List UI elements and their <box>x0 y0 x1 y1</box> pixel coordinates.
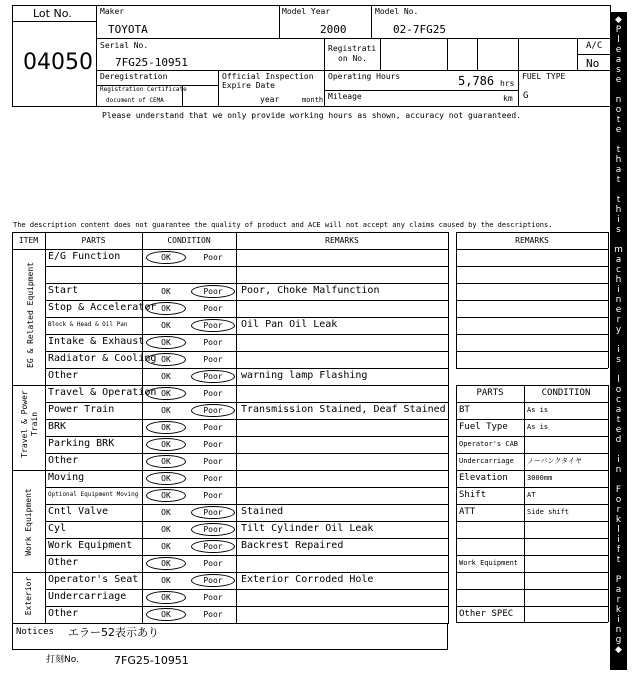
side-note-char: e <box>615 75 622 85</box>
side-note-char: a <box>615 55 622 65</box>
model-no-label: Model No. <box>375 7 419 16</box>
month-label: month <box>302 96 324 104</box>
poor-option[interactable]: Poor <box>203 508 223 517</box>
side-note-char: t <box>616 195 621 205</box>
table-row <box>45 453 448 470</box>
poor-option[interactable]: Poor <box>203 321 223 330</box>
poor-selected-circle <box>191 285 235 298</box>
group-label-eg: EG & Related Equipment <box>26 262 35 368</box>
side-note-char: o <box>615 105 622 115</box>
registration-label-2: on No. <box>338 54 367 63</box>
maker-label: Maker <box>100 7 125 16</box>
stamp-value: 7FG25-10951 <box>114 654 189 667</box>
ok-option[interactable]: OK <box>161 304 171 313</box>
side-note-char: t <box>616 555 621 565</box>
side-note-bar <box>610 12 627 670</box>
year-label: year <box>260 95 280 104</box>
ok-selected-circle <box>146 608 186 621</box>
ok-option[interactable]: OK <box>161 508 171 517</box>
spec-part: Work Equipment <box>459 559 519 567</box>
side-note-char: n <box>615 95 622 105</box>
side-note-char: e <box>615 125 622 135</box>
operating-hours-value: 5,786 <box>458 74 495 88</box>
table-row <box>45 419 448 436</box>
ok-option[interactable]: OK <box>161 525 171 534</box>
part-name: Radiator & Cooling <box>48 353 157 364</box>
ok-selected-circle <box>146 557 186 570</box>
registration-label-1: Registrati <box>328 44 377 53</box>
poor-selected-circle <box>191 574 235 587</box>
ok-selected-circle <box>146 472 186 485</box>
ok-option[interactable]: OK <box>161 338 171 347</box>
serial-value: 7FG25-10951 <box>115 56 188 69</box>
side-note-char: h <box>615 205 622 215</box>
poor-option[interactable]: Poor <box>203 406 223 415</box>
spec-value: 3000mm <box>527 474 553 482</box>
poor-option[interactable]: Poor <box>203 304 223 313</box>
poor-option[interactable]: Poor <box>203 253 223 262</box>
group-label-work: Work Equipment <box>24 488 33 556</box>
side-note-char: a <box>615 585 622 595</box>
header-condition: CONDITION <box>167 236 211 245</box>
remark-text: warning lamp Flashing <box>241 370 368 381</box>
table-row <box>45 266 448 283</box>
side-note-char: d <box>615 435 622 445</box>
spec-part: Other SPEC <box>459 609 514 619</box>
poor-option[interactable]: Poor <box>203 423 223 432</box>
part-name: Block & Head & Oil Pan <box>48 321 128 328</box>
ok-option[interactable]: OK <box>161 406 171 415</box>
inspection-label-2: Expire Date <box>222 81 275 90</box>
poor-option[interactable]: Poor <box>203 576 223 585</box>
part-name: Optional Equipment Moving <box>48 491 139 498</box>
spec-part: Undercarriage <box>459 457 514 465</box>
part-name: Other <box>48 370 79 381</box>
side-note-char: t <box>616 175 621 185</box>
spec-value: Side shift <box>527 508 570 516</box>
side-note-char: r <box>616 595 621 605</box>
poor-option[interactable]: Poor <box>203 525 223 534</box>
side-note-char: l <box>617 375 620 385</box>
poor-option[interactable]: Poor <box>203 287 223 296</box>
remark-text: Transmission Stained, Deaf Stained <box>241 404 446 415</box>
ok-option[interactable]: OK <box>161 593 171 602</box>
side-note-char: i <box>617 615 620 625</box>
spec-condition-header: CONDITION <box>541 388 591 398</box>
side-note-char: i <box>617 455 620 465</box>
cema-label: document of CEMA <box>106 97 164 104</box>
fuel-type-label: FUEL TYPE <box>522 72 566 81</box>
ok-selected-circle <box>146 336 186 349</box>
hours-note: Please understand that we only provide working hours as shown, accuracy not guaranteed. <box>102 111 522 120</box>
side-note-char: l <box>617 525 620 535</box>
side-note-char: o <box>615 495 622 505</box>
poor-option[interactable]: Poor <box>203 355 223 364</box>
side-note-char: e <box>615 305 622 315</box>
part-name: Parking BRK <box>48 438 115 449</box>
part-name: BRK <box>48 421 67 432</box>
notices-text: エラー52表示あり <box>68 626 159 639</box>
spec-value: As is <box>527 406 549 414</box>
side-note-char: t <box>616 115 621 125</box>
poor-option[interactable]: Poor <box>203 474 223 483</box>
spec-value: As is <box>527 423 549 431</box>
part-name: Stop & Accelerator <box>48 302 157 313</box>
side-note-char: ◆ <box>615 645 622 655</box>
side-note-char: c <box>616 395 621 405</box>
ok-option[interactable]: OK <box>161 474 171 483</box>
mileage-label: Mileage <box>328 92 362 101</box>
side-note-char: t <box>616 415 621 425</box>
side-note-char: P <box>615 25 622 35</box>
deregistration-label: Deregistration <box>100 72 168 81</box>
remark-text: Tilt Cylinder Oil Leak <box>241 523 374 534</box>
maker-value: TOYOTA <box>108 23 148 36</box>
side-note-char: P <box>615 575 622 585</box>
spec-parts-header: PARTS <box>476 388 504 398</box>
header-remarks: REMARKS <box>325 236 359 245</box>
side-note-char: n <box>615 625 622 635</box>
ok-option[interactable]: OK <box>161 542 171 551</box>
poor-option[interactable]: Poor <box>203 457 223 466</box>
side-note-char: ◆ <box>615 15 622 25</box>
ok-selected-circle <box>146 421 186 434</box>
hrs-unit: hrs <box>500 79 515 88</box>
side-note-char: t <box>616 145 621 155</box>
part-name: E/G Function <box>48 251 121 262</box>
side-note-char: s <box>616 355 621 365</box>
side-note-char: n <box>615 295 622 305</box>
ok-selected-circle <box>146 251 186 264</box>
poor-selected-circle <box>191 370 235 383</box>
poor-selected-circle <box>191 506 235 519</box>
side-note-char: l <box>617 35 620 45</box>
ok-option[interactable]: OK <box>161 457 171 466</box>
side-note-char: i <box>617 345 620 355</box>
ok-option[interactable]: OK <box>161 576 171 585</box>
ok-selected-circle <box>146 591 186 604</box>
spec-row <box>456 589 608 606</box>
spec-part: BT <box>459 405 470 415</box>
ok-option[interactable]: OK <box>161 253 171 262</box>
part-name: Power Train <box>48 404 115 415</box>
side-note-char: k <box>615 515 622 525</box>
side-note-char: s <box>616 65 621 75</box>
header-parts: PARTS <box>81 236 106 245</box>
poor-option[interactable]: Poor <box>203 372 223 381</box>
poor-option[interactable]: Poor <box>203 593 223 602</box>
spec-value: ノーパンクタイヤ <box>527 457 583 465</box>
group-label-travel-line1: Travel & Power <box>20 390 29 458</box>
side-note-char: e <box>615 45 622 55</box>
side-note-char: m <box>614 245 623 255</box>
ok-selected-circle <box>146 489 186 502</box>
poor-option[interactable]: Poor <box>203 389 223 398</box>
part-name: Undercarriage <box>48 591 127 602</box>
part-name: Intake & Exhaust <box>48 336 145 347</box>
poor-option[interactable]: Poor <box>203 338 223 347</box>
spec-row <box>456 572 608 589</box>
poor-selected-circle <box>191 404 235 417</box>
side-note-char: h <box>615 155 622 165</box>
side-note-char: a <box>615 255 622 265</box>
remark-text: Poor, Choke Malfunction <box>241 285 380 296</box>
spec-part: Shift <box>459 490 487 500</box>
ok-option[interactable]: OK <box>161 559 171 568</box>
ok-option[interactable]: OK <box>161 610 171 619</box>
ok-option[interactable]: OK <box>161 372 171 381</box>
spec-value: AT <box>527 491 536 499</box>
part-name: Other <box>48 557 79 568</box>
right-remarks-header: REMARKS <box>515 236 549 245</box>
side-note-char: y <box>615 325 622 335</box>
side-note-char: i <box>617 285 620 295</box>
registration-certificate-label: Registration Certificate <box>100 86 187 93</box>
part-name: Operator's Seat <box>48 574 139 585</box>
model-year-label: Model Year <box>282 7 331 16</box>
side-note-char: h <box>615 275 622 285</box>
table-row <box>45 470 448 487</box>
part-name: Cyl <box>48 523 67 534</box>
side-note-char: a <box>615 405 622 415</box>
poor-selected-circle <box>191 523 235 536</box>
ok-selected-circle <box>146 455 186 468</box>
spec-part: Operator's CAB <box>459 440 519 448</box>
side-note-char: e <box>615 425 622 435</box>
poor-option[interactable]: Poor <box>203 559 223 568</box>
spec-part: ATT <box>459 507 476 517</box>
spec-part: Elevation <box>459 473 508 483</box>
ok-option[interactable]: OK <box>161 287 171 296</box>
ok-option[interactable]: OK <box>161 423 171 432</box>
ok-option[interactable]: OK <box>161 491 171 500</box>
side-note-char: g <box>615 635 622 645</box>
serial-label: Serial No. <box>100 41 149 50</box>
part-name: Work Equipment <box>48 540 133 551</box>
disclaimer: The description content does not guarantee the quality of product and ACE will not accept any claims caused by the descriptions. <box>13 221 553 229</box>
poor-selected-circle <box>191 319 235 332</box>
ok-option[interactable]: OK <box>161 389 171 398</box>
part-name: Other <box>48 455 79 466</box>
notices-label: Notices <box>16 627 54 637</box>
lot-number: 04050 <box>23 50 93 75</box>
model-no-value: 02-7FG25 <box>393 23 446 36</box>
part-name: Travel & Operation <box>48 387 157 398</box>
remark-text: Oil Pan Oil Leak <box>241 319 338 330</box>
remark-text: Exterior Corroded Hole <box>241 574 374 585</box>
group-label-travel-line2: Train <box>30 411 39 437</box>
spec-row <box>456 538 608 555</box>
side-note-char: F <box>615 485 622 495</box>
ok-selected-circle <box>146 387 186 400</box>
ok-option[interactable]: OK <box>161 321 171 330</box>
km-unit: km <box>503 94 513 103</box>
inspection-label-1: Official Inspection <box>222 72 314 81</box>
side-note-char: i <box>617 535 620 545</box>
side-note-char: r <box>616 505 621 515</box>
group-label-exterior: Exterior <box>24 576 33 616</box>
remark-text: Backrest Repaired <box>241 540 344 551</box>
poor-option[interactable]: Poor <box>203 491 223 500</box>
side-note-char: n <box>615 465 622 475</box>
ok-option[interactable]: OK <box>161 355 171 364</box>
ok-selected-circle <box>146 438 186 451</box>
table-row <box>45 606 448 623</box>
model-year-value: 2000 <box>320 23 347 36</box>
spec-row <box>456 521 608 538</box>
side-note-char: a <box>615 165 622 175</box>
poor-option[interactable]: Poor <box>203 610 223 619</box>
side-note-char: r <box>616 315 621 325</box>
poor-selected-circle <box>191 540 235 553</box>
ac-label: A/C <box>586 41 603 51</box>
stamp-label: 打刻No. <box>46 655 79 665</box>
side-note-char: k <box>615 605 622 615</box>
side-note-char: s <box>616 225 621 235</box>
fuel-type-value: G <box>523 91 529 101</box>
ac-value: No <box>586 57 600 70</box>
side-note-char: i <box>617 215 620 225</box>
spec-part: Fuel Type <box>459 422 508 432</box>
part-name: Cntl Valve <box>48 506 109 517</box>
table-row <box>45 555 448 572</box>
part-name: Moving <box>48 472 85 483</box>
side-note-char: o <box>615 385 622 395</box>
side-note-char: f <box>616 545 621 555</box>
operating-hours-label: Operating Hours <box>328 72 401 81</box>
remark-text: Stained <box>241 506 284 517</box>
poor-option[interactable]: Poor <box>203 440 223 449</box>
header-item: ITEM <box>18 236 39 245</box>
poor-option[interactable]: Poor <box>203 542 223 551</box>
ok-selected-circle <box>146 302 186 315</box>
part-name: Other <box>48 608 79 619</box>
part-name: Start <box>48 285 79 296</box>
lot-label: Lot No. <box>33 7 72 20</box>
ok-selected-circle <box>146 353 186 366</box>
side-note-char: c <box>616 265 621 275</box>
ok-option[interactable]: OK <box>161 440 171 449</box>
